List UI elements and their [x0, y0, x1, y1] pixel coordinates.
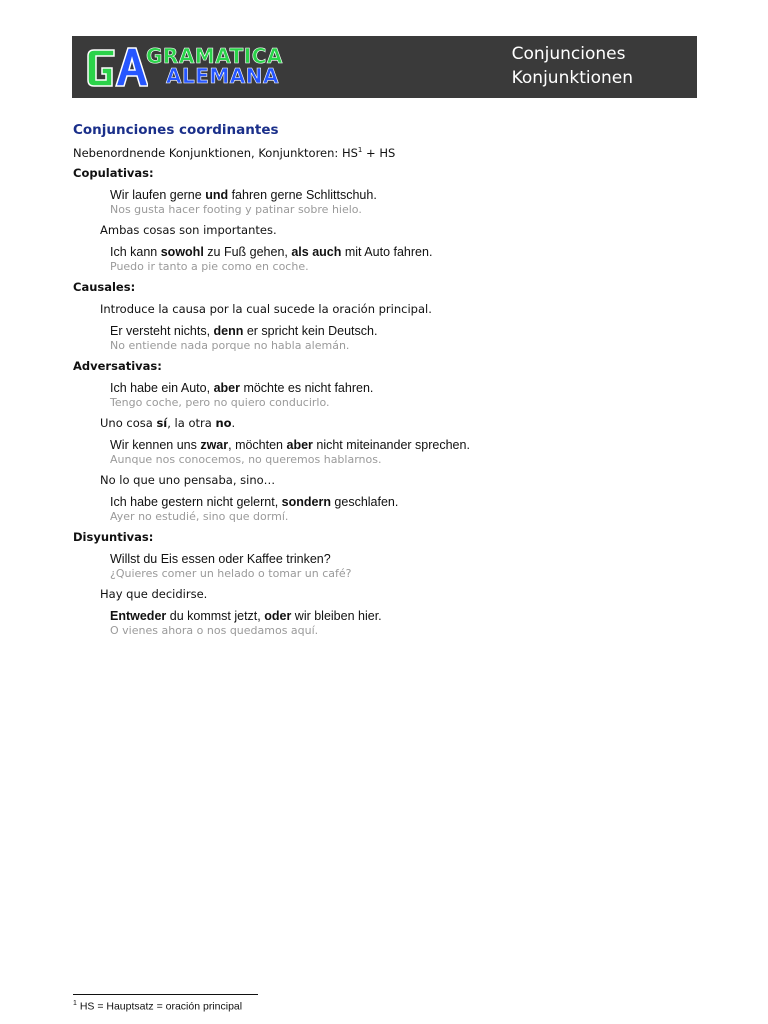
- example: [110, 438, 693, 467]
- gramatica-alemana-logo: [84, 42, 314, 92]
- main-content: [73, 122, 693, 644]
- example-spanish: No entiende nada porque no habla alemán.: [110, 339, 350, 352]
- example: [110, 552, 693, 581]
- footnote-text: HS = Hauptsatz = oración principal: [76, 1000, 243, 1013]
- category-label: Adversativas:: [73, 359, 162, 373]
- example-german: Ich kann sowohl zu Fuß gehen, als auch mit Auto fahren.: [110, 245, 433, 259]
- example-german: Willst du Eis essen oder Kaffee trinken?: [110, 552, 331, 566]
- example: [110, 495, 693, 524]
- explanation-note: Uno cosa sí, la otra no.: [100, 416, 236, 430]
- example-spanish: Ayer no estudié, sino que dormí.: [110, 510, 289, 523]
- header-title: [512, 42, 633, 90]
- section-title: Conjunciones coordinantes: [73, 122, 279, 138]
- subtitle-text: Nebenordnende Konjunktionen, Konjunktoren: HS: [73, 146, 358, 160]
- example: [110, 609, 693, 638]
- logo-text-alemana: ALEMANA: [166, 64, 279, 88]
- example-german: Wir laufen gerne und fahren gerne Schlittschuh.: [110, 188, 377, 202]
- ga-logo-icon: [84, 42, 148, 92]
- subtitle-text-end: + HS: [362, 146, 396, 160]
- example-german: Wir kennen uns zwar, möchten aber nicht miteinander sprechen.: [110, 438, 470, 452]
- section-subtitle: [73, 146, 693, 160]
- example: [110, 381, 693, 410]
- footnote: [73, 1000, 242, 1013]
- header-title-de: Konjunktionen: [511, 68, 633, 88]
- example-spanish: ¿Quieres comer un helado o tomar un café?: [110, 567, 352, 580]
- example-german: Ich habe ein Auto, aber möchte es nicht fahren.: [110, 381, 374, 395]
- explanation-note: Hay que decidirse.: [100, 587, 208, 601]
- footnote-divider: [73, 994, 258, 995]
- page-header: [72, 36, 697, 98]
- category-label: Copulativas:: [73, 166, 154, 180]
- example: [110, 324, 693, 353]
- example: [110, 245, 693, 274]
- example-spanish: O vienes ahora o nos quedamos aquí.: [110, 624, 319, 637]
- example: [110, 188, 693, 217]
- footnote-ref: 1: [357, 146, 363, 155]
- example-spanish: Tengo coche, pero no quiero conducirlo.: [110, 396, 330, 409]
- category-label: Causales:: [73, 280, 136, 294]
- logo-text-gramatica: GRAMATICA: [146, 44, 283, 68]
- example-spanish: Puedo ir tanto a pie como en coche.: [110, 260, 309, 273]
- footnote-number: 1: [73, 1000, 77, 1007]
- explanation-note: Ambas cosas son importantes.: [100, 223, 277, 237]
- category-label: Disyuntivas:: [73, 530, 154, 544]
- explanation-note: No lo que uno pensaba, sino…: [100, 473, 276, 487]
- example-german: Entweder du kommst jetzt, oder wir bleiben hier.: [110, 609, 382, 623]
- header-title-es: Conjunciones: [511, 44, 626, 64]
- example-german: Er versteht nichts, denn er spricht kein Deutsch.: [110, 324, 378, 338]
- example-spanish: Nos gusta hacer footing y patinar sobre hielo.: [110, 203, 362, 216]
- explanation-note: Introduce la causa por la cual sucede la oración principal.: [100, 302, 432, 316]
- example-spanish: Aunque nos conocemos, no queremos hablarnos.: [110, 453, 382, 466]
- example-german: Ich habe gestern nicht gelernt, sondern geschlafen.: [110, 495, 399, 509]
